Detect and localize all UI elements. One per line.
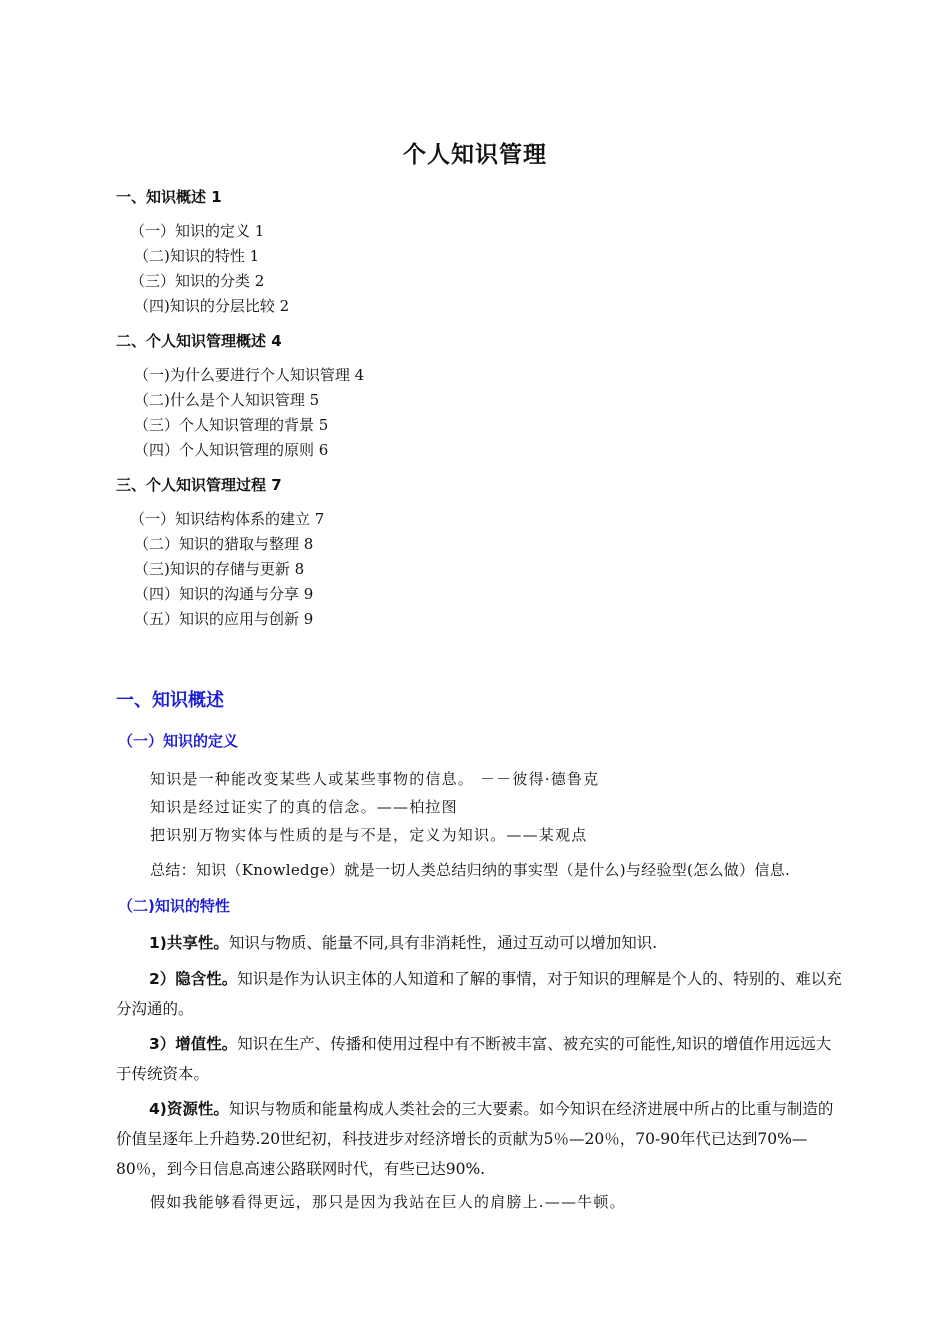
subsection-heading: （二)知识的特性	[118, 897, 230, 915]
subsection-heading: （一）知识的定义	[118, 732, 239, 750]
document-title: 个人知识管理	[403, 142, 547, 168]
trait-text: 知识与物质和能量构成人类社会的三大要素。如今知识在经济进展中所占的比重与制造的价值呈逐年上升趋势.20世纪初，科技进步对经济增长的贡献为5％—20％，70-90年代已达到70%—80％，到今日信息高速公路联网时代，有些已达90%.	[116, 1100, 834, 1178]
toc-item[interactable]: （四）知识的沟通与分享 9	[134, 585, 314, 603]
trait-label: 1)共享性。	[149, 934, 229, 952]
closing-quote: 假如我能够看得更远，那只是因为我站在巨人的肩膀上.——牛顿。	[150, 1193, 626, 1211]
quote: 知识是一种能改变某些人或某些事物的信息。 －－彼得·德鲁克	[150, 770, 600, 788]
trait-paragraph	[116, 1029, 846, 1089]
trait-label: 2）隐含性。	[149, 970, 238, 988]
toc-item[interactable]: （二)知识的特性 1	[134, 247, 260, 265]
toc-item[interactable]: （二）知识的猎取与整理 8	[134, 535, 314, 553]
toc-item[interactable]: （一)为什么要进行个人知识管理 4	[134, 366, 365, 384]
trait-label: 4)资源性。	[149, 1100, 229, 1118]
trait-paragraph	[116, 964, 846, 1024]
toc-item[interactable]: （一）知识的定义 1	[130, 222, 265, 240]
quote: 把识别万物实体与性质的是与不是，定义为知识。——某观点	[150, 826, 588, 844]
trait-text: 知识在生产、传播和使用过程中有不断被丰富、被充实的可能性,知识的增值作用远远大于传统资本。	[116, 1035, 832, 1083]
toc-heading-1[interactable]: 一、知识概述 1	[116, 188, 222, 206]
toc-item[interactable]: （四）个人知识管理的原则 6	[134, 441, 329, 459]
trait-paragraph	[116, 928, 846, 958]
toc-heading-3[interactable]: 三、个人知识管理过程 7	[116, 476, 282, 494]
quote: 知识是经过证实了的真的信念。——柏拉图	[150, 798, 458, 816]
section-heading: 一、知识概述	[116, 690, 224, 711]
toc-item[interactable]: （四)知识的分层比较 2	[134, 297, 290, 315]
toc-item[interactable]: （三）个人知识管理的背景 5	[134, 416, 329, 434]
toc-item[interactable]: （一）知识结构体系的建立 7	[130, 510, 325, 528]
summary: 总结：知识（Knowledge）就是一切人类总结归纳的事实型（是什么)与经验型(怎么做）信息.	[150, 861, 791, 879]
trait-label: 3）增值性。	[149, 1035, 238, 1053]
toc-item[interactable]: （三）知识的分类 2	[130, 272, 265, 290]
toc-item[interactable]: （二)什么是个人知识管理 5	[134, 391, 320, 409]
trait-text: 知识与物质、能量不同,具有非消耗性，通过互动可以增加知识.	[228, 934, 658, 952]
toc-item[interactable]: （五）知识的应用与创新 9	[134, 610, 314, 628]
toc-item[interactable]: （三)知识的存储与更新 8	[134, 560, 305, 578]
trait-paragraph	[116, 1094, 846, 1184]
toc-heading-2[interactable]: 二、个人知识管理概述 4	[116, 332, 282, 350]
trait-text: 知识是作为认识主体的人知道和了解的事情，对于知识的理解是个人的、特别的、难以充分沟通的。	[116, 970, 842, 1018]
